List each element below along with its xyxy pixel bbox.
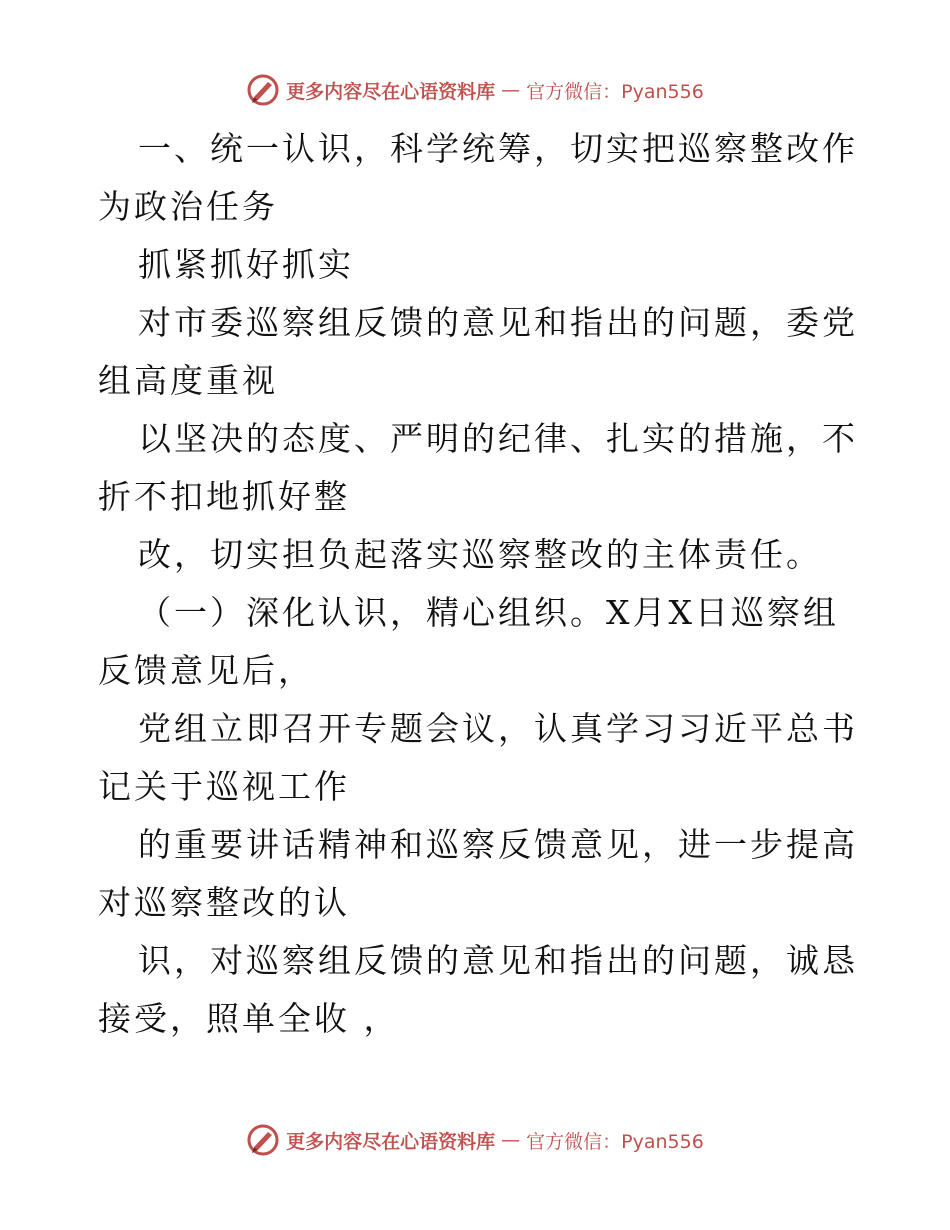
footer-banner <box>0 1120 950 1160</box>
pen-circle-logo-icon <box>246 1123 280 1157</box>
paragraph: 一、统一认识，科学统筹，切实把巡察整改作为政治任务 <box>98 129 858 226</box>
header-separator: — <box>501 79 521 101</box>
wechat-contact: 官方微信：Pyan556 <box>526 80 704 103</box>
document-body <box>98 120 858 1048</box>
footer-separator: — <box>501 1129 521 1151</box>
paragraph: （一）深化认识，精心组织。X月X日巡察组反馈意见后， <box>98 593 839 690</box>
site-name: 更多内容尽在心语资料库 <box>286 80 496 103</box>
wechat-contact: 官方微信：Pyan556 <box>526 1130 704 1153</box>
site-name: 更多内容尽在心语资料库 <box>286 1130 496 1153</box>
header-banner <box>0 70 950 110</box>
paragraph: 识，对巡察组反馈的意见和指出的问题，诚恳接受，照单全收 ， <box>98 941 858 1038</box>
pen-circle-logo-icon <box>246 73 280 107</box>
paragraph: 改，切实担负起落实巡察整改的主体责任。 <box>138 535 822 574</box>
paragraph: 抓紧抓好抓实 <box>138 245 354 284</box>
paragraph: 的重要讲话精神和巡察反馈意见，进一步提高对巡察整改的认 <box>98 825 858 922</box>
paragraph: 以坚决的态度、严明的纪律、扎实的措施，不折不扣地抓好整 <box>98 419 858 516</box>
paragraph: 对市委巡察组反馈的意见和指出的问题，委党组高度重视 <box>98 303 858 400</box>
paragraph: 党组立即召开专题会议，认真学习习近平总书记关于巡视工作 <box>98 709 858 806</box>
